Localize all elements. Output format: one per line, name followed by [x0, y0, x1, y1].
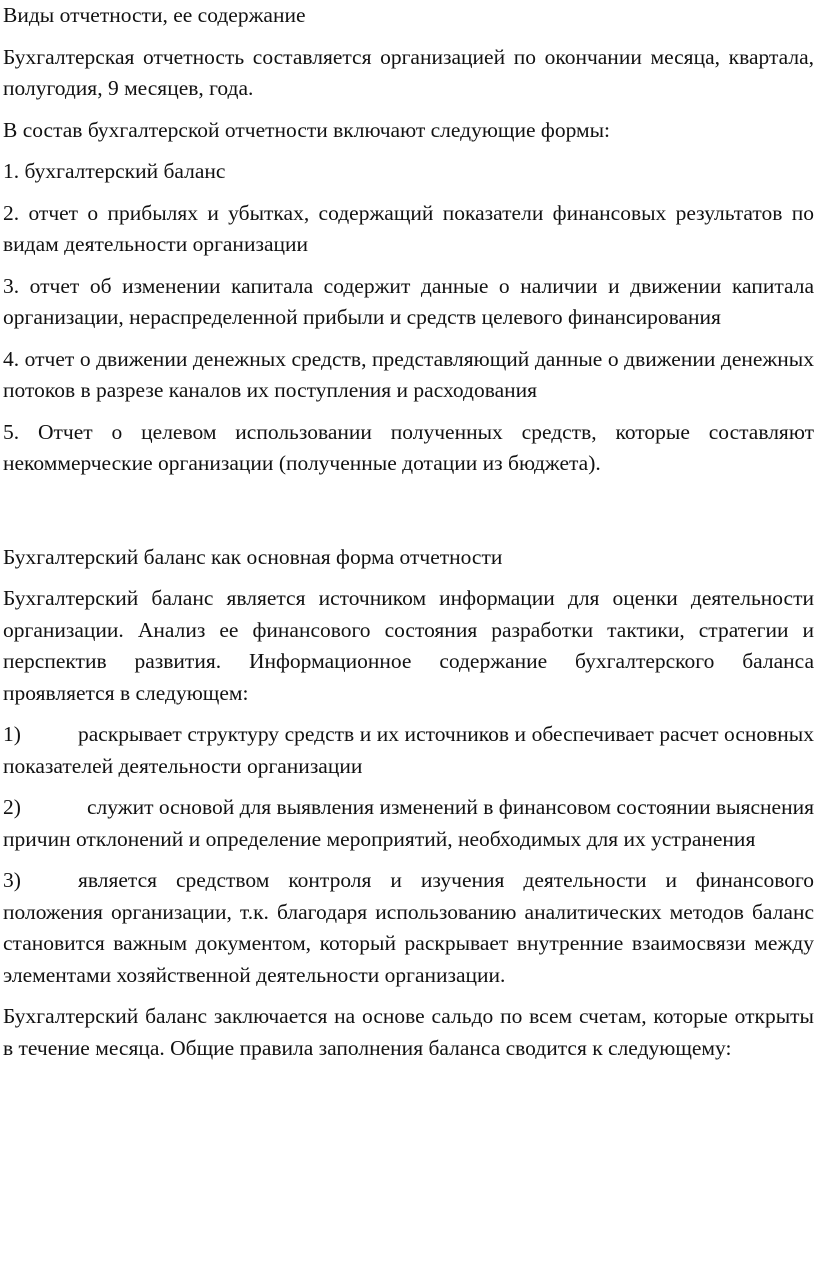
item-number: 2)	[3, 795, 21, 819]
section-title-report-types: Виды отчетности, ее содержание	[3, 3, 306, 27]
item-text: является средством контроля и изучения деятельности и финансового положения организации, т.к. благодаря использованию аналитических методов баланс становится важным документом, который раскрывает внутренние взаимосвязи между элементами хозяйственной деятельности организации.	[3, 868, 814, 987]
section-title-balance: Бухгалтерский баланс как основная форма отчетности	[3, 544, 503, 569]
form-item-cash-flow: 4. отчет о движении денежных средств, представляющий данные о движении денежных потоков в разрезе каналов их поступления и расходования	[3, 346, 814, 402]
item-number: 3)	[3, 868, 21, 892]
form-item-target-use: 5. Отчет о целевом использовании полученных средств, которые составляют некоммерческие организации (полученные дотации из бюджета).	[3, 419, 814, 475]
balance-function-item	[3, 719, 814, 782]
reporting-periods-paragraph: Бухгалтерская отчетность составляется организацией по окончании месяца, квартала, полугодия, 9 месяцев, года.	[3, 44, 814, 100]
balance-intro-paragraph: Бухгалтерский баланс является источником информации для оценки деятельности организации. Анализ ее финансового состояния разработки тактики, стратегии и перспектив развития. Информационное содержание бухгалтерского баланса проявляется в следующем:	[3, 586, 814, 705]
item-text: раскрывает структуру средств и их источников и обеспечивает расчет основных показателей деятельности организации	[3, 722, 814, 778]
form-item-profit-loss: 2. отчет о прибылях и убытках, содержащий показатели финансовых результатов по видам деятельности организации	[3, 200, 814, 256]
item-number: 1)	[3, 722, 21, 746]
balance-function-item	[3, 792, 814, 855]
form-item-capital-changes: 3. отчет об изменении капитала содержит данные о наличии и движении капитала организации, нераспределенной прибыли и средств целевого финансирования	[3, 273, 814, 329]
balance-function-item	[3, 865, 814, 991]
form-item-balance: 1. бухгалтерский баланс	[3, 159, 226, 183]
balance-closing-paragraph: Бухгалтерский баланс заключается на основе сальдо по всем счетам, которые открыты в течение месяца. Общие правила заполнения баланса сводится к следующему:	[3, 1004, 814, 1060]
item-text: служит основой для выявления изменений в финансовом состоянии выяснения причин отклонений и определение мероприятий, необходимых для их устранения	[3, 795, 814, 851]
section-spacer	[3, 490, 814, 542]
forms-lead-paragraph: В состав бухгалтерской отчетности включают следующие формы:	[3, 117, 611, 142]
